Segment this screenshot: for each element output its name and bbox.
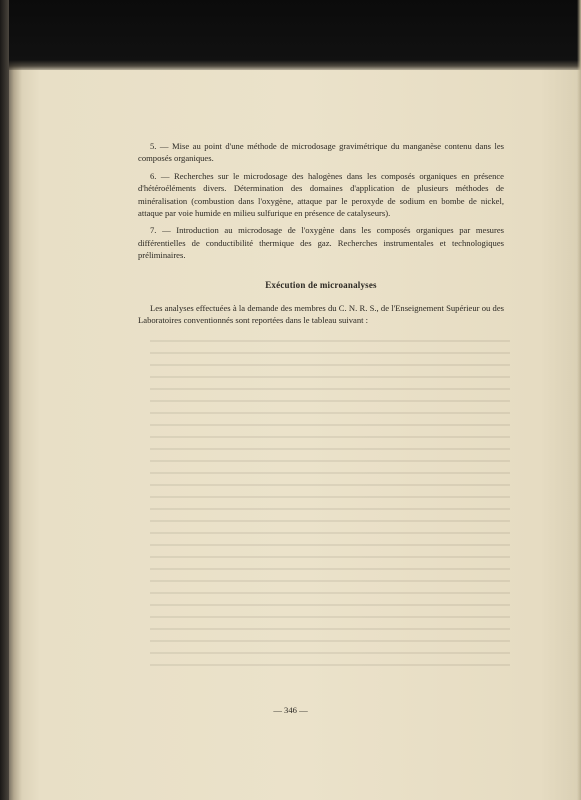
page-number: — 346 — — [273, 705, 308, 715]
paragraph-item-6: 6. — Recherches sur le microdosage des halogènes dans les composés organiques en présence d'hétéroéléments divers. Détermination des domaines d'application de plusieurs méthodes de minéralisation (combustion dans l'oxygène, attaque par le peroxyde de sodium en bombe de nickel, attaque par voie humide en milieu sulfurique en présence de catalyseurs). — [138, 170, 504, 219]
page-right-edge — [577, 0, 581, 800]
page-body — [138, 140, 504, 327]
intro-paragraph: Les analyses effectuées à la demande des membres du C. N. R. S., de l'Enseignement Supérieur ou des Laboratoires conventionnés sont reportées dans le tableau suivant : — [138, 303, 504, 326]
section-heading: Exécution de microanalyses — [265, 279, 377, 290]
paragraph-item-5: 5. — Mise au point d'une méthode de microdosage gravimétrique du manganèse contenu dans les composés organiques. — [138, 141, 504, 164]
scan-top-shadow — [0, 0, 581, 70]
show-through-text — [150, 340, 510, 700]
paragraph-item-7: 7. — Introduction au microdosage de l'oxygène dans les composés organiques par mesures différentielles de conductibilité thermique des gaz. Recherches instrumentales et technologiques préliminaires. — [138, 225, 504, 261]
book-spine-shadow — [0, 0, 9, 800]
